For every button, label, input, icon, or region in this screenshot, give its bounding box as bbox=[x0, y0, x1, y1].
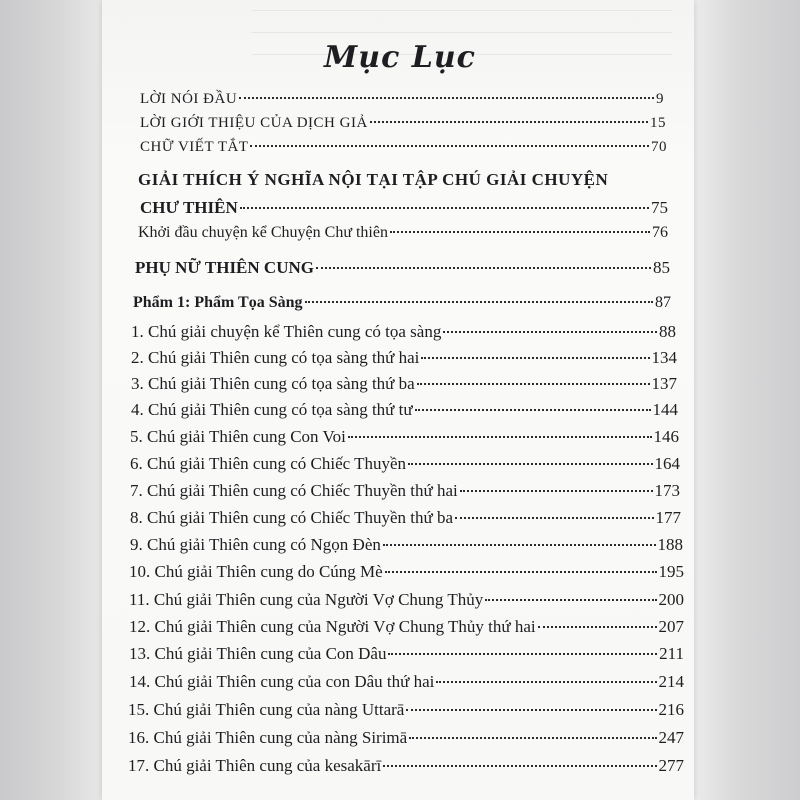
book-left-edge bbox=[0, 0, 102, 800]
leader-dots bbox=[305, 301, 653, 303]
leader-dots bbox=[383, 544, 656, 546]
toc-entry-page: 15 bbox=[650, 115, 666, 131]
toc-entry-page: 177 bbox=[655, 508, 681, 527]
toc-entry-label: Khởi đầu chuyện kể Chuyện Chư thiên bbox=[138, 224, 388, 241]
toc-entry-page: 144 bbox=[652, 400, 678, 419]
toc-entry-loi-gioi-thieu bbox=[140, 115, 666, 139]
toc-entry-page: 173 bbox=[654, 481, 680, 500]
toc-entry-label: 11. Chú giải Thiên cung của Người Vợ Chung Thủy bbox=[129, 590, 484, 609]
toc-item bbox=[129, 644, 684, 668]
leader-dots bbox=[436, 681, 656, 683]
toc-entry-label: 3. Chú giải Thiên cung có tọa sàng thứ ba bbox=[131, 374, 415, 393]
toc-entry-label: 12. Chú giải Thiên cung của Người Vợ Chung Thủy thứ hai bbox=[129, 617, 536, 636]
leader-dots bbox=[455, 517, 653, 519]
leader-dots bbox=[408, 463, 652, 465]
toc-entry-label: 2. Chú giải Thiên cung có tọa sàng thứ hai bbox=[131, 348, 420, 367]
toc-entry-label: LỜI NÓI ĐẦU bbox=[140, 91, 238, 107]
toc-entry-phu-nu-thien-cung bbox=[135, 258, 670, 282]
toc-entry-label: 4. Chú giải Thiên cung có tọa sàng thứ tư bbox=[131, 400, 413, 419]
toc-entry-page: 188 bbox=[657, 535, 683, 554]
toc-entry-page: 85 bbox=[653, 258, 670, 277]
leader-dots bbox=[348, 436, 652, 438]
toc-entry-page: 214 bbox=[658, 672, 684, 691]
toc-entry-pham-1 bbox=[133, 294, 671, 318]
toc-item bbox=[130, 427, 679, 451]
toc-entry-chu-viet-tat bbox=[140, 139, 667, 163]
toc-entry-page: 76 bbox=[652, 224, 668, 241]
toc-entry-label: 16. Chú giải Thiên cung của nàng Sirimā bbox=[128, 728, 408, 747]
toc-entry-label: 8. Chú giải Thiên cung có Chiếc Thuyền thứ ba bbox=[130, 508, 454, 527]
toc-entry-label: 10. Chú giải Thiên cung do Cúng Mè bbox=[129, 562, 383, 581]
toc-entry-label: Phẩm 1: Phẩm Tọa Sàng bbox=[133, 294, 303, 311]
leader-dots bbox=[240, 207, 649, 209]
section-heading-giai-thich: GIẢI THÍCH Ý NGHĨA NỘI TẠI TẬP CHÚ GIẢI CHUYỆN bbox=[138, 170, 609, 189]
toc-entry-page: 87 bbox=[655, 294, 671, 311]
toc-entry-label: 9. Chú giải Thiên cung có Ngọn Đèn bbox=[130, 535, 381, 554]
leader-dots bbox=[406, 709, 656, 711]
leader-dots bbox=[538, 626, 657, 628]
leader-dots bbox=[390, 231, 650, 233]
toc-entry-label: 5. Chú giải Thiên cung Con Voi bbox=[130, 427, 346, 446]
toc-item bbox=[130, 481, 680, 505]
toc-entry-label: CHƯ THIÊN bbox=[140, 198, 238, 217]
toc-entry-page: 216 bbox=[658, 700, 684, 719]
leader-dots bbox=[388, 653, 657, 655]
toc-entry-page: 200 bbox=[658, 590, 684, 609]
toc-item bbox=[128, 756, 684, 780]
toc-item bbox=[130, 535, 683, 559]
leader-dots bbox=[421, 357, 649, 359]
toc-item bbox=[129, 672, 684, 696]
toc-entry-page: 277 bbox=[658, 756, 684, 775]
toc-entry-loi-noi-dau bbox=[140, 91, 664, 115]
toc-item bbox=[130, 454, 680, 478]
toc-item bbox=[131, 400, 678, 424]
leader-dots bbox=[385, 571, 657, 573]
toc-entry-label: 6. Chú giải Thiên cung có Chiếc Thuyền bbox=[130, 454, 407, 473]
toc-entry-page: 134 bbox=[651, 348, 677, 367]
toc-entry-label: PHỤ NỮ THIÊN CUNG bbox=[135, 258, 314, 277]
leader-dots bbox=[316, 267, 651, 269]
leader-dots bbox=[485, 599, 656, 601]
toc-entry-page: 75 bbox=[651, 198, 668, 217]
toc-entry-page: 195 bbox=[658, 562, 684, 581]
toc-entry-label: 1. Chú giải chuyện kể Thiên cung có tọa sàng bbox=[131, 322, 442, 341]
toc-entry-page: 146 bbox=[653, 427, 679, 446]
leader-dots bbox=[443, 331, 657, 333]
toc-item bbox=[131, 322, 676, 346]
leader-dots bbox=[460, 490, 653, 492]
toc-entry-label: 15. Chú giải Thiên cung của nàng Uttarā bbox=[128, 700, 405, 719]
toc-entry-page: 137 bbox=[651, 374, 677, 393]
toc-entry-page: 211 bbox=[659, 644, 684, 663]
toc-entry-label: LỜI GIỚI THIỆU CỦA DỊCH GIẢ bbox=[140, 115, 368, 131]
toc-item bbox=[129, 590, 684, 614]
toc-item bbox=[128, 728, 684, 752]
toc-entry-page: 247 bbox=[658, 728, 684, 747]
toc-entry-chu-thien bbox=[140, 198, 668, 222]
toc-item bbox=[129, 562, 684, 586]
leader-dots bbox=[417, 383, 650, 385]
leader-dots bbox=[370, 121, 648, 123]
toc-entry-label: 13. Chú giải Thiên cung của Con Dâu bbox=[129, 644, 387, 663]
toc-entry-page: 70 bbox=[651, 139, 667, 155]
toc-item bbox=[131, 374, 677, 398]
leader-dots bbox=[250, 145, 649, 147]
toc-item bbox=[130, 508, 681, 532]
toc-item bbox=[129, 617, 684, 641]
leader-dots bbox=[409, 737, 656, 739]
toc-entry-page: 88 bbox=[659, 322, 676, 341]
toc-entry-label: 17. Chú giải Thiên cung của kesakārī bbox=[128, 756, 382, 775]
leader-dots bbox=[383, 765, 656, 767]
toc-entry-label: 7. Chú giải Thiên cung có Chiếc Thuyền thứ hai bbox=[130, 481, 458, 500]
toc-entry-label: CHỮ VIẾT TẮT bbox=[140, 139, 249, 155]
leader-dots bbox=[415, 409, 651, 411]
leader-dots bbox=[239, 97, 654, 99]
toc-entry-khoi-dau bbox=[138, 224, 668, 248]
toc-entry-page: 207 bbox=[658, 617, 684, 636]
toc-entry-page: 164 bbox=[654, 454, 680, 473]
toc-item bbox=[128, 700, 684, 724]
toc-item bbox=[131, 348, 677, 372]
book-right-edge bbox=[694, 0, 800, 800]
page-title: Mục Lục bbox=[324, 40, 476, 75]
toc-entry-page: 9 bbox=[656, 91, 664, 107]
toc-entry-label: 14. Chú giải Thiên cung của con Dâu thứ hai bbox=[129, 672, 435, 691]
